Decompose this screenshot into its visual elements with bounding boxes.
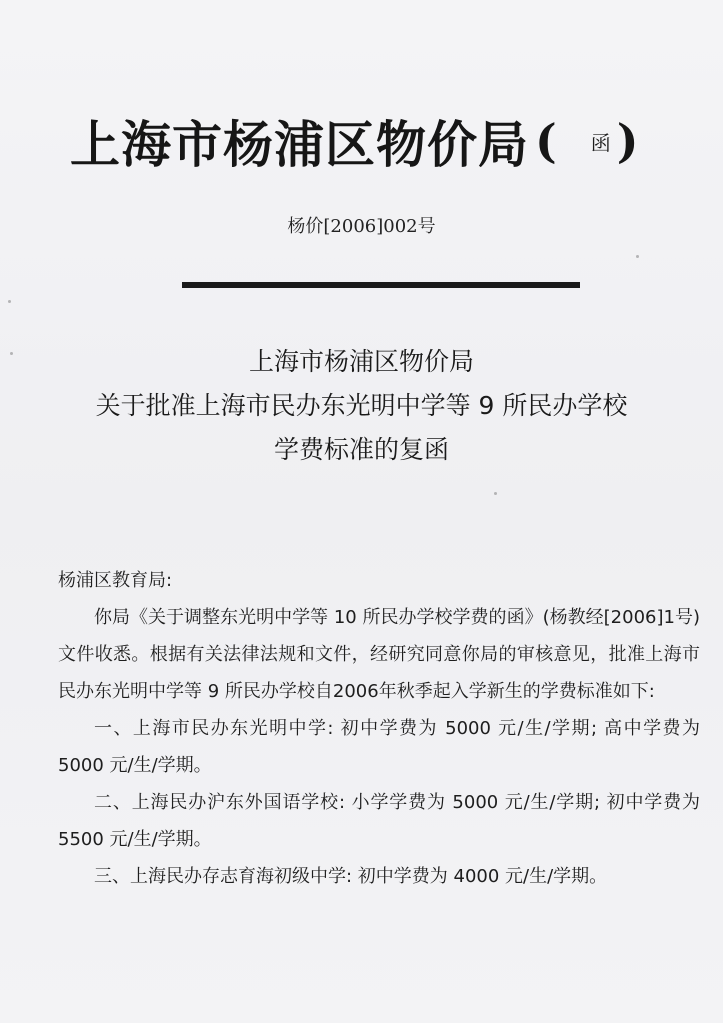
letterhead [70, 105, 710, 175]
scan-speckle [8, 300, 11, 303]
document-body [58, 562, 700, 895]
scan-speckle [636, 255, 639, 258]
fee-item-2: 二、上海民办沪东外国语学校: 小学学费为 5000 元/生/学期; 初中学费为 5500 元/生/学期。 [58, 792, 700, 850]
title-line-1: 上海市杨浦区物价局 [248, 347, 474, 376]
letterhead-doc-type: 函 [590, 130, 611, 155]
fee-item-1: 一、上海市民办东光明中学: 初中学费为 5000 元/生/学期; 高中学费为 5000 元/生/学期。 [58, 718, 700, 776]
addressee: 杨浦区教育局: [58, 570, 173, 591]
fee-item-3: 三、上海民办存志育海初级中学: 初中学费为 4000 元/生/学期。 [94, 866, 608, 887]
title-line-2: 关于批准上海市民办东光明中学等 9 所民办学校 [95, 391, 628, 420]
scan-speckle [10, 352, 13, 355]
document-title [0, 340, 723, 472]
body-paragraph-1: 你局《关于调整东光明中学等 10 所民办学校学费的函》(杨教经[2006]1号)文件收悉。根据有关法律法规和文件，经研究同意你局的审核意见，批准上海市民办东光明中学等 9 所民办学校自2006年秋季起入学新生的学费标准如下: [58, 607, 700, 702]
title-line-3: 学费标准的复函 [273, 435, 449, 464]
letterhead-org-name: 上海市杨浦区物价局 [70, 115, 529, 174]
header-divider [182, 282, 580, 288]
letterhead-paren-right: ) [616, 114, 639, 168]
letterhead-paren-left: ( [535, 114, 557, 168]
scan-speckle [494, 492, 497, 495]
document-number: 杨价[2006]002号 [287, 216, 436, 237]
